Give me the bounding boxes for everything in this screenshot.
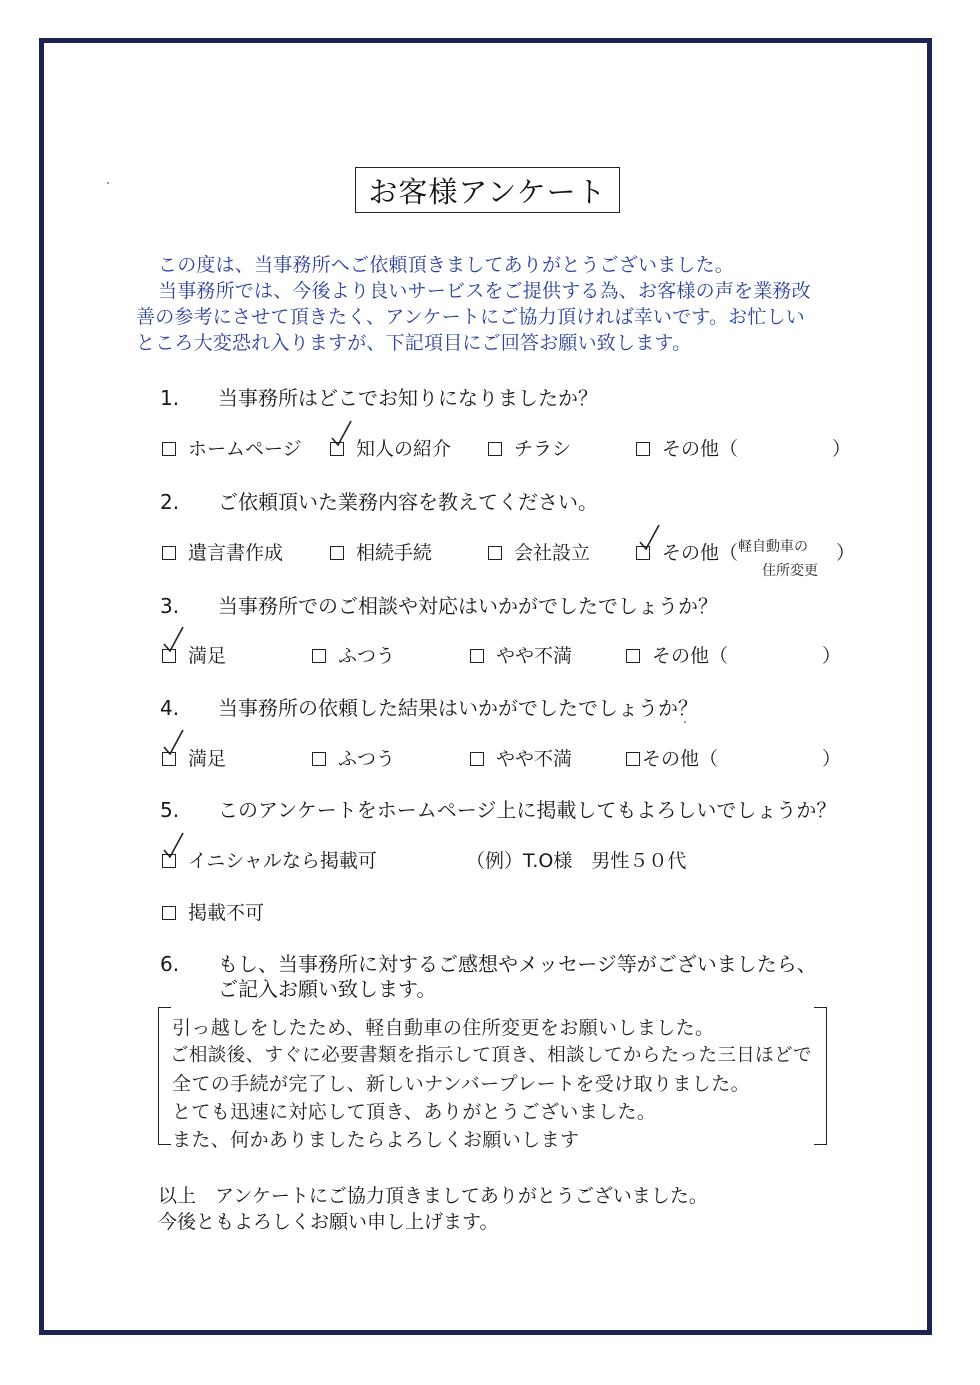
scan-speck	[684, 721, 686, 723]
question-text: 当事務所はどこでお知りになりましたか？	[218, 386, 598, 410]
check-mark-icon	[329, 418, 355, 448]
checkbox[interactable]	[162, 442, 176, 456]
q5-example: （例）T.O様 男性５０代	[466, 850, 687, 872]
q4-other-close: ）	[822, 748, 842, 770]
question-text: もし、当事務所に対するご感想やメッセージ等がございましたら、	[218, 952, 817, 976]
q4-option-satisfied[interactable]: 満足	[162, 744, 226, 771]
question-text: このアンケートをホームページ上に掲載してもよろしいでしょうか？	[218, 798, 837, 822]
q1-option-flyer[interactable]: チラシ	[488, 434, 571, 461]
q1-option-referral[interactable]: 知人の紹介	[330, 434, 451, 461]
q1-other-close: ）	[832, 438, 852, 460]
q2-other-note-line-1: 軽自動車の	[738, 539, 808, 555]
question-number: 4.	[160, 696, 180, 720]
comment-bracket-right	[814, 1007, 827, 1145]
q2-option-will[interactable]: 遺言書作成	[162, 538, 283, 565]
closing-line-2: 今後ともよろしくお願い申し上げます。	[158, 1211, 499, 1233]
question-number: 1.	[160, 386, 180, 410]
checkbox[interactable]	[470, 752, 484, 766]
question-text: 当事務所の依頼した結果はいかがでしたでしょうか？	[218, 696, 698, 720]
comment-line-3: 全ての手続が完了し、新しいナンバープレートを受け取りました。	[172, 1073, 751, 1095]
comment-line-5: また、何かありましたらよろしくお願いします	[172, 1129, 580, 1151]
scan-speck	[107, 182, 109, 184]
check-mark-icon	[637, 522, 663, 552]
intro-line-4: ところ大変恐れ入りますが、下記項目にご回答お願い致します。	[136, 332, 692, 354]
q3-option-other[interactable]: その他（	[626, 641, 728, 668]
comment-line-4: とても迅速に対応して頂き、ありがとうございました。	[172, 1101, 657, 1123]
question-2	[160, 486, 598, 515]
comment-line-2: ご相談後、すぐに必要書類を指示して頂き、相談してからたった三日ほどで	[170, 1045, 812, 1066]
checkbox[interactable]	[636, 442, 650, 456]
q1-option-homepage[interactable]: ホームページ	[162, 434, 302, 461]
intro-line-3: 善の参考にさせて頂きたく、アンケートにご協力頂ければ幸いです。お忙しい	[136, 306, 805, 328]
question-text: 当事務所でのご相談や対応はいかがでしたでしょうか？	[218, 594, 718, 618]
checkbox[interactable]	[488, 546, 502, 560]
q2-option-company[interactable]: 会社設立	[488, 538, 590, 565]
question-3	[160, 590, 718, 619]
page-title: お客様アンケート	[355, 167, 620, 213]
checkbox[interactable]	[162, 906, 176, 920]
q2-other-close: ）	[836, 542, 856, 564]
q2-option-inheritance[interactable]: 相続手続	[330, 538, 432, 565]
question-6-line-2	[218, 973, 436, 1002]
question-5	[160, 794, 836, 823]
question-number: 6.	[160, 952, 180, 976]
checkbox[interactable]	[626, 752, 640, 766]
check-mark-icon	[161, 830, 187, 860]
checkbox[interactable]	[488, 442, 502, 456]
q1-option-other[interactable]: その他（	[636, 434, 738, 461]
q5-option-not-allowed[interactable]: 掲載不可	[162, 898, 264, 925]
q4-option-somewhat-dissatisfied[interactable]: やや不満	[470, 744, 572, 771]
checkbox[interactable]	[312, 649, 326, 663]
question-1	[160, 382, 598, 411]
q2-option-other[interactable]: その他（	[636, 538, 738, 565]
question-number: 2.	[160, 490, 180, 514]
question-number: 3.	[160, 594, 180, 618]
checkbox[interactable]	[312, 752, 326, 766]
intro-line-2: 当事務所では、今後より良いサービスをご提供する為、お客様の声を業務改	[158, 280, 811, 302]
q4-option-normal[interactable]: ふつう	[312, 744, 395, 771]
check-mark-icon	[161, 727, 187, 757]
comment-line-1: 引っ越しをしたため、軽自動車の住所変更をお願いしました。	[172, 1017, 715, 1039]
checkbox[interactable]	[470, 649, 484, 663]
closing-line-1: 以上 アンケートにご協力頂きましてありがとうございました。	[158, 1185, 708, 1207]
checkbox[interactable]	[626, 649, 640, 663]
q3-other-close: ）	[822, 645, 842, 667]
comment-bracket-left	[158, 1007, 171, 1145]
check-mark-icon	[161, 624, 187, 654]
question-4	[160, 692, 698, 721]
checkbox[interactable]	[330, 546, 344, 560]
checkbox[interactable]	[162, 546, 176, 560]
intro-line-1: この度は、当事務所へご依頼頂きましてありがとうございました。	[158, 254, 735, 276]
question-text: ご依頼頂いた業務内容を教えてください。	[218, 490, 598, 514]
question-text: ご記入お願い致します。	[218, 977, 437, 1001]
question-number: 5.	[160, 798, 180, 822]
q4-option-other[interactable]: その他（	[626, 744, 718, 771]
q2-other-note-line-2: 住所変更	[762, 563, 818, 579]
q3-option-satisfied[interactable]: 満足	[162, 641, 226, 668]
q3-option-normal[interactable]: ふつう	[312, 641, 395, 668]
q5-option-initials-ok[interactable]: イニシャルなら掲載可	[162, 846, 377, 873]
q3-option-somewhat-dissatisfied[interactable]: やや不満	[470, 641, 572, 668]
